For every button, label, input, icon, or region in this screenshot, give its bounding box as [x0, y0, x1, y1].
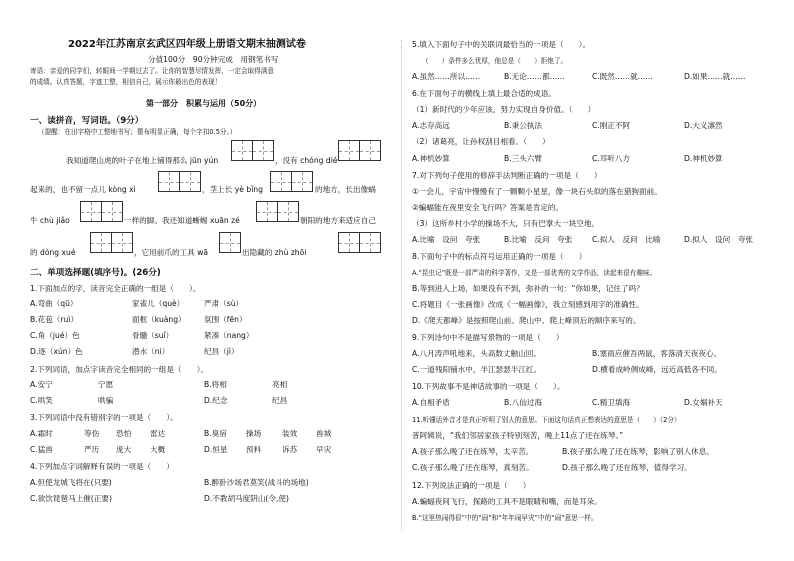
q3-c1: C.猛兽: [30, 445, 53, 454]
q10-option-b: B.八仙过海: [504, 398, 542, 407]
q6-1-option-d: D.大义凛然: [684, 121, 723, 130]
q1-option-c1: C.角（jué）色: [30, 331, 80, 340]
q7-sentence-2: ②蝙蝠能在夜里安全飞行吗？答案是肯定的。: [412, 203, 564, 212]
q1-option-d2: 潜水（ni）: [132, 347, 170, 356]
answer-box-yebing[interactable]: [270, 171, 313, 192]
q3-d1: D.恒星: [204, 445, 228, 454]
q1-option-c3: 紧凑（nang）: [204, 331, 254, 340]
q1-option-d1: D.逐（xún）色: [30, 347, 83, 356]
exam-title: 2022年江苏南京玄武区四年级上册语文期末抽测试卷: [68, 39, 306, 50]
q10-option-c: C.精卫填海: [592, 398, 631, 407]
q1-option-a3: 严肃（sù）: [204, 299, 244, 308]
q3-stem: 3.下列词语中没有错别字的一项是（ ）。: [30, 413, 178, 422]
pinyin-line-4b: ，它用前爪的工具 wā: [134, 248, 209, 257]
q7-stem: 7.对下列句子使用的修辞手法判断正确的一项是（ ）: [412, 171, 602, 180]
q4-option-d: D.不教胡马度阴山(令,使): [204, 494, 289, 503]
q5-option-b: B.无论……都……: [504, 72, 565, 81]
q3-b3: 装效: [282, 429, 298, 438]
q8-option-d: D.《爬天都峰》是按照爬山前、爬山中、爬上峰顶后的顺序来写的。: [412, 316, 641, 325]
answer-box-kongxi[interactable]: [158, 171, 201, 192]
answer-box-xuanze[interactable]: [256, 201, 299, 222]
q1-option-d3: 纪昌（jì）: [204, 347, 239, 356]
q1-option-a1: A.弯曲（qū）: [30, 299, 78, 308]
q2-option-b1: B.将相: [204, 380, 227, 389]
q2-option-d2: 纪昌: [272, 396, 288, 405]
q5-blank: （ ）条件多么优厚，他总是（ ）拒绝了。: [422, 57, 568, 65]
q3-c4: 大概: [150, 445, 166, 454]
q3-a4: 雷达: [150, 429, 166, 438]
part-one-heading: 第一部分 积累与运用（50分）: [146, 99, 262, 108]
q7-option-b: B.比喻 反问 夸张: [504, 235, 573, 244]
q12-option-a: A.蝙蝠夜间飞行，探路的工具不是眼睛和嘴，而是耳朵。: [412, 497, 602, 506]
pinyin-line-1a: 我知道爬山虎的叶子在地上铺得那么 jūn yún: [66, 156, 219, 165]
q4-option-a: A.但使龙城飞将在(只要): [30, 478, 112, 487]
q2-option-b2: 亮相: [272, 380, 288, 389]
q6-1-option-c: C.刚正不阿: [592, 121, 631, 130]
q9-option-d: D.横看成岭侧成峰，远近高低各不同。: [592, 365, 722, 374]
q6-2-option-a: A.神机妙算: [412, 154, 450, 163]
q7-sentence-1: ①一会儿，宇宙中慢慢有了一颗颗小星星，像一块石头似的落在猎狗面前。: [412, 187, 662, 196]
q3-b2: 操场: [246, 429, 262, 438]
q3-d3: 诉苏: [282, 445, 298, 454]
q11-quote: 普阿姨说，“我们邻居家孩子特别刻苦，晚上11点了还在练琴。”: [412, 431, 624, 440]
q9-option-b: B.塞雨应催吾两鼠，客落清天夜夜心。: [592, 349, 722, 358]
q2-option-a1: A.安宁: [30, 380, 53, 389]
q1-option-c2: 骨髓（suǐ）: [132, 331, 174, 340]
q11-option-c: C.孩子那么晚了还在练琴，真刻苦。: [412, 463, 534, 472]
q10-stem: 10.下列故事不是神话故事的一项是（ ）。: [412, 382, 565, 391]
q5-option-d: D.如果……就……: [684, 72, 746, 81]
pinyin-line-2a: 起来的，也不留一点儿 kòng xì: [30, 185, 136, 194]
q1-option-a2: 家雀儿（què）: [132, 299, 185, 308]
q7-option-c: C.拟人 反问 比喻: [592, 235, 661, 244]
q2-option-a2: 宁愿: [98, 380, 114, 389]
q8-option-c: C.将题目《一张画像》改成《一幅画像》，我立刻感到用字的准确性。: [412, 300, 644, 309]
q7-option-d: D.拟人 设问 夸张: [684, 235, 754, 244]
q12-option-b: B.“这里热闹得很”中的“闹”和“年年闹早灾”中的“闹”意思一样。: [412, 514, 598, 522]
pinyin-line-3a: 牛 chù jiǎo: [30, 216, 70, 225]
q3-c3: 庞大: [116, 445, 132, 454]
exam-meta: 分值100分 90分钟完成 用钢笔书写: [148, 55, 279, 64]
q10-option-d: D.女娲补天: [684, 398, 723, 407]
pinyin-line-2b: ，茎上长 yè bǐng: [202, 185, 263, 194]
q6-1-option-b: B.秉公执法: [504, 121, 542, 130]
answer-box-chujiao[interactable]: [80, 201, 123, 222]
q6-stem: 6.在下面句子的横线上填上最合适的成语。: [412, 89, 556, 98]
answer-box-dongxue[interactable]: [90, 232, 133, 253]
q3-b4: 兽城: [316, 429, 332, 438]
pinyin-line-1b: ，没有 chóng dié: [275, 156, 338, 165]
q3-b1: B.臭宿: [204, 429, 227, 438]
q6-2-option-c: C.耳听八方: [592, 154, 631, 163]
q10-option-a: A.自相矛盾: [412, 398, 450, 407]
q7-option-a: A.比喻 设问 夸张: [412, 235, 481, 244]
q3-a1: A.霜时: [30, 429, 53, 438]
q6-2-option-b: B.三头六臂: [504, 154, 542, 163]
answer-box-junyun[interactable]: [231, 140, 274, 161]
answer-box-zhuzhai[interactable]: [338, 232, 381, 253]
q4-option-c: C.欲饮琵琶马上催(正要): [30, 494, 112, 503]
q7-sentence-3: （3）这所乡村小学的操场不大，只有巴掌大一块空地。: [412, 219, 600, 228]
pinyin-line-2c: 的地方，长出像蜗: [315, 185, 376, 194]
q3-d2: 预料: [246, 445, 262, 454]
q8-option-b: B.等到进入上场，如果没有不到，弥补的一句：“你如果，记住了吗？: [412, 284, 644, 293]
q5-stem: 5.填入下面句子中的关联词最恰当的一项是（ ）。: [412, 40, 591, 49]
q9-option-a: A.八月涛声吼地来，头高数丈触山回。: [412, 349, 541, 358]
q6-2-option-d: D.神机妙算: [684, 154, 723, 163]
q9-option-c: C.一道残阳铺水中，半江瑟瑟半江红。: [412, 365, 542, 374]
q6-sentence-1: （1）新时代的少年应该，努力实现自身价值。（ ）: [412, 105, 596, 114]
pinyin-line-3b: 一样的脚。我还知道蜥蜴 xuān zé: [124, 216, 240, 225]
q6-sentence-2: （2）诸葛亮，让孙权刮目相看。（ ）: [412, 137, 550, 146]
q4-stem: 4.下列加点字词解释有误的一项是（ ）: [30, 462, 174, 471]
q9-stem: 9.下列诗句中不是描写景物的一项是（ ）: [412, 333, 564, 342]
column-divider: [401, 40, 402, 530]
q2-option-c1: C.哄笑: [30, 396, 53, 405]
q12-stem: 12.下列说法正确的一项是（ ）: [412, 481, 531, 490]
q5-option-c: C.既然……就……: [592, 72, 653, 81]
q1-option-b1: B.花苞（ruì）: [30, 315, 79, 324]
pinyin-line-4c: 出隐藏的 zhù zhōi: [242, 248, 307, 257]
q1-option-b2: 面框（kuàng）: [132, 315, 186, 324]
q8-stem: 8.下面句子中的标点符号运用正确的一项是（ ）: [412, 252, 587, 261]
answer-box-wa[interactable]: [219, 232, 241, 253]
greeting-line-2: 的成绩。认真答题，字迹工整，相信自己，展示你最出色的表现！: [30, 78, 222, 86]
section-one-hint: （提醒：在田字格中工整地书写；摆布明显正确，每个字扣0.5分。）: [38, 128, 237, 136]
q8-option-a: A.“昆虫记”既是一部严肃的科学著作，又是一部优秀的文学作品，读起来很有趣味。: [412, 269, 657, 277]
q4-option-b: B.醉卧沙场君莫笑(战斗的场地): [204, 478, 309, 487]
q3-d4: 早灾: [316, 445, 332, 454]
q3-c2: 严历: [84, 445, 100, 454]
greeting-line-1: 寄语：亲爱的同学们，转眼间一学期过去了。让你的智慧尽情发挥，一定会取得满意: [30, 67, 274, 75]
q2-stem: 2.下列词语，加点字读音完全相同的一组是（ ）。: [30, 365, 209, 374]
q11-option-a: A.孩子那么晚了还在练琴，太辛苦。: [412, 447, 534, 456]
pinyin-line-3c: 朝阳的地方来适应自己: [300, 216, 376, 225]
q1-option-b3: 氛围（fēn）: [204, 315, 247, 324]
q3-a2: 等伤: [84, 429, 100, 438]
q5-option-a: A.虽然……所以……: [412, 72, 481, 81]
section-two-title: 二、单项选择题(填序号)。(26分): [30, 268, 161, 278]
q6-1-option-a: A.志存高远: [412, 121, 450, 130]
q2-option-d1: D.纪念: [204, 396, 228, 405]
q1-stem: 1.下面加点的字，读音完全正确的一组是（ ）。: [30, 284, 201, 293]
section-one-title: 一、读拼音，写词语。（9分）: [30, 116, 144, 126]
answer-box-chongdie[interactable]: [338, 140, 381, 161]
pinyin-line-4a: 的 dòng xué: [30, 248, 76, 257]
q11-option-d: D.孩子那么晚了还在练琴，值得学习。: [562, 463, 692, 472]
q3-a3: 恐怕: [116, 429, 132, 438]
q2-option-c2: 哄骗: [98, 396, 114, 405]
q11-option-b: B.孩子那么晚了还在练琴，影响了别人休息。: [562, 447, 714, 456]
q11-stem: 11.听懂话外音才是真正听明了别人的意思。下面这句话真正想表达的意思是（ ）（2分）: [412, 416, 681, 424]
